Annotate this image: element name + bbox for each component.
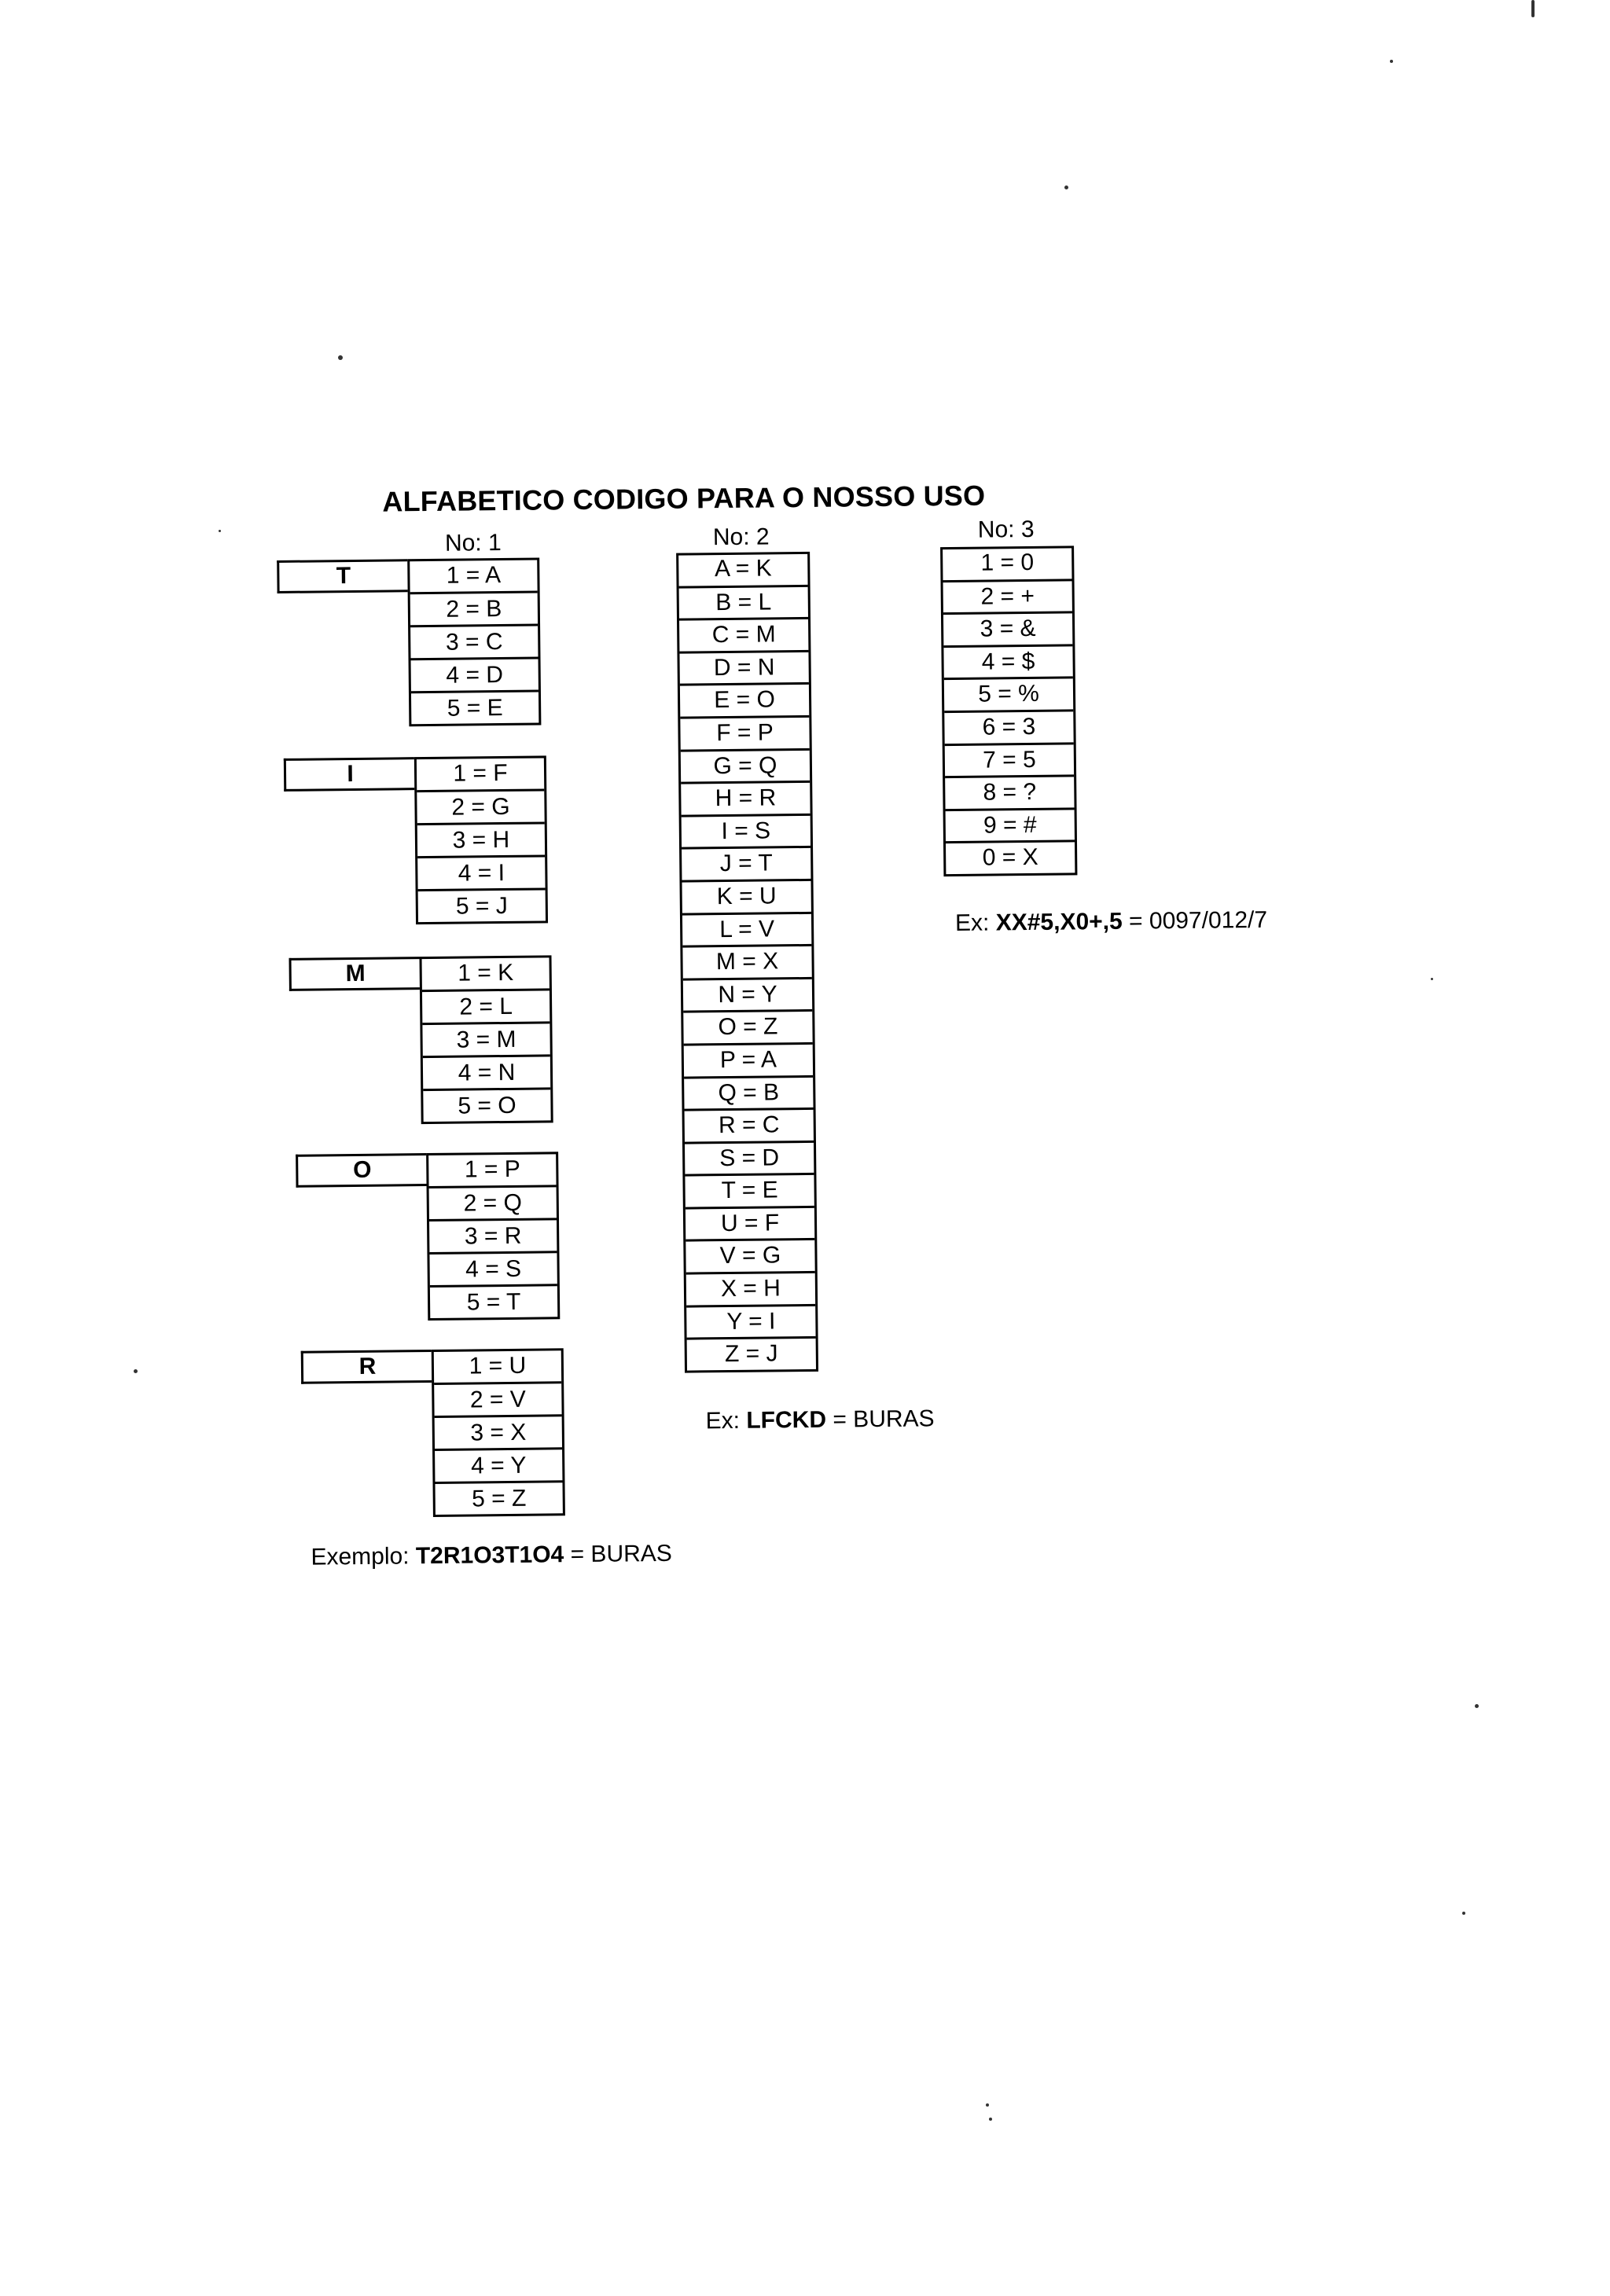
table1-cell: 2 = G	[417, 788, 544, 823]
table2-cell: D = N	[679, 650, 808, 684]
table3-cell: 9 = #	[946, 807, 1075, 841]
table2-cell: P = A	[684, 1042, 813, 1076]
table1-group-m	[289, 955, 561, 1119]
table1-cell: 5 = Z	[435, 1480, 562, 1515]
table2-cell: T = E	[685, 1173, 814, 1207]
table1-cell: 3 = M	[422, 1021, 550, 1056]
table2-cell: V = G	[686, 1238, 814, 1272]
table3-example-code: XX#5,X0+,5	[995, 908, 1123, 936]
table1-cell: 2 = L	[422, 988, 550, 1023]
table1-cell: 4 = Y	[435, 1447, 562, 1482]
table2-cell: S = D	[685, 1141, 814, 1174]
scan-speck	[219, 530, 221, 532]
table1-example-result: = BURAS	[564, 1540, 672, 1568]
table3-cell: 7 = 5	[945, 742, 1074, 776]
scan-mark	[1531, 0, 1535, 17]
table1-group-o	[296, 1152, 568, 1316]
table1-cell: 5 = T	[430, 1284, 557, 1318]
scan-speck	[338, 355, 343, 360]
table1-group-i	[284, 755, 556, 920]
table1-group-head: R	[301, 1350, 432, 1384]
table1-group-head: M	[289, 957, 419, 991]
table1-example	[311, 1541, 672, 1571]
table3-cell: 1 = 0	[980, 549, 1035, 576]
table2-cell: G = Q	[681, 748, 810, 781]
table1-cell: 4 = N	[423, 1054, 550, 1089]
table1-cell: 3 = C	[410, 624, 538, 659]
table2-cell: L = V	[682, 911, 811, 945]
table2-cell: H = R	[681, 781, 810, 814]
table1-cell: 1 = P	[464, 1155, 520, 1183]
table2-cell: Z = J	[687, 1336, 816, 1370]
table1-group-cells	[432, 1348, 565, 1517]
table2-cell: N = Y	[683, 977, 812, 1011]
table1-cell: 1 = U	[469, 1352, 527, 1379]
table3-cell: 0 = X	[946, 840, 1075, 874]
table1-cell: 2 = B	[410, 591, 538, 626]
table3-cell: 8 = ?	[945, 775, 1074, 809]
table1-group-head: O	[296, 1153, 426, 1188]
table1-cell: 3 = X	[435, 1414, 562, 1449]
table1-example-code: T2R1O3T1O4	[415, 1541, 564, 1570]
table1-cell: 1 = F	[453, 759, 508, 787]
table2-example-result: = BURAS	[825, 1405, 935, 1433]
table2-cell: Y = I	[686, 1304, 815, 1338]
scan-speck	[1064, 186, 1068, 189]
table1-group-head: I	[284, 757, 414, 792]
table2-cell: Q = B	[684, 1075, 813, 1108]
table2-cell: E = O	[680, 682, 809, 716]
table3-example	[955, 907, 1267, 937]
table3-cell: 4 = $	[943, 644, 1072, 678]
table2-example-code: LFCKD	[746, 1406, 827, 1434]
table3-example-prefix: Ex:	[954, 909, 996, 936]
table1-cell: 4 = I	[417, 854, 545, 889]
table1-cell: 5 = O	[423, 1087, 550, 1122]
table2-cell: X = H	[686, 1271, 815, 1305]
table1-cell: 4 = S	[429, 1251, 557, 1285]
table1-cell: 4 = D	[411, 657, 539, 692]
table1-group-cells	[407, 557, 541, 726]
table1-cell: 5 = E	[411, 690, 539, 725]
table1-cell: 1 = A	[446, 562, 502, 589]
table2-cell: C = M	[679, 617, 808, 651]
table1-group-cells	[419, 955, 553, 1124]
table1-cell: 3 = H	[417, 821, 545, 856]
table2-cell: I = S	[682, 814, 811, 847]
table2-cell: R = C	[685, 1108, 814, 1141]
table2-label: No: 2	[712, 523, 770, 551]
table1-group-t	[277, 557, 549, 722]
table2-cell: O = Z	[683, 1009, 812, 1043]
table2-cell: F = P	[680, 715, 809, 749]
page-title: ALFABETICO CODIGO PARA O NOSSO USO	[382, 479, 986, 518]
table2-cell: J = T	[682, 846, 811, 880]
table3-cell: 3 = &	[943, 612, 1072, 645]
scan-speck	[1475, 1704, 1479, 1708]
table3-example-result: = 0097/012/7	[1122, 906, 1268, 935]
table1-group-head: T	[277, 559, 407, 593]
table1-group-cells	[414, 755, 548, 924]
table2-cell: K = U	[682, 879, 811, 913]
table2-cell: A = K	[714, 555, 772, 582]
scan-speck	[986, 2103, 989, 2107]
table1-example-prefix: Exemplo:	[311, 1543, 417, 1570]
table3-cell: 2 = +	[943, 579, 1071, 612]
table2-example-prefix: Ex:	[705, 1407, 747, 1435]
scan-speck	[1431, 978, 1433, 980]
table2-cell: U = F	[686, 1206, 814, 1240]
table1-cell: 2 = V	[434, 1381, 561, 1416]
scan-speck	[989, 2118, 992, 2121]
table3-cell: 5 = %	[944, 677, 1073, 711]
table3-cell: 6 = 3	[944, 709, 1073, 743]
table2-cell: M = X	[682, 944, 811, 978]
table1-cell: 5 = J	[418, 887, 546, 922]
scan-speck	[134, 1369, 138, 1373]
table2-cell: B = L	[679, 585, 808, 619]
scan-speck	[1462, 1912, 1465, 1915]
table1-group-r	[301, 1348, 573, 1512]
table3-label: No: 3	[977, 516, 1035, 543]
table1-cell: 2 = Q	[429, 1185, 557, 1219]
table1-cell: 1 = K	[458, 959, 514, 986]
table3	[940, 546, 1077, 876]
scan-speck	[1390, 60, 1393, 63]
table2	[676, 552, 818, 1373]
table1-cell: 3 = R	[429, 1218, 557, 1252]
table1-group-cells	[426, 1152, 560, 1321]
table2-example	[706, 1405, 935, 1435]
table1-label: No: 1	[444, 530, 502, 557]
